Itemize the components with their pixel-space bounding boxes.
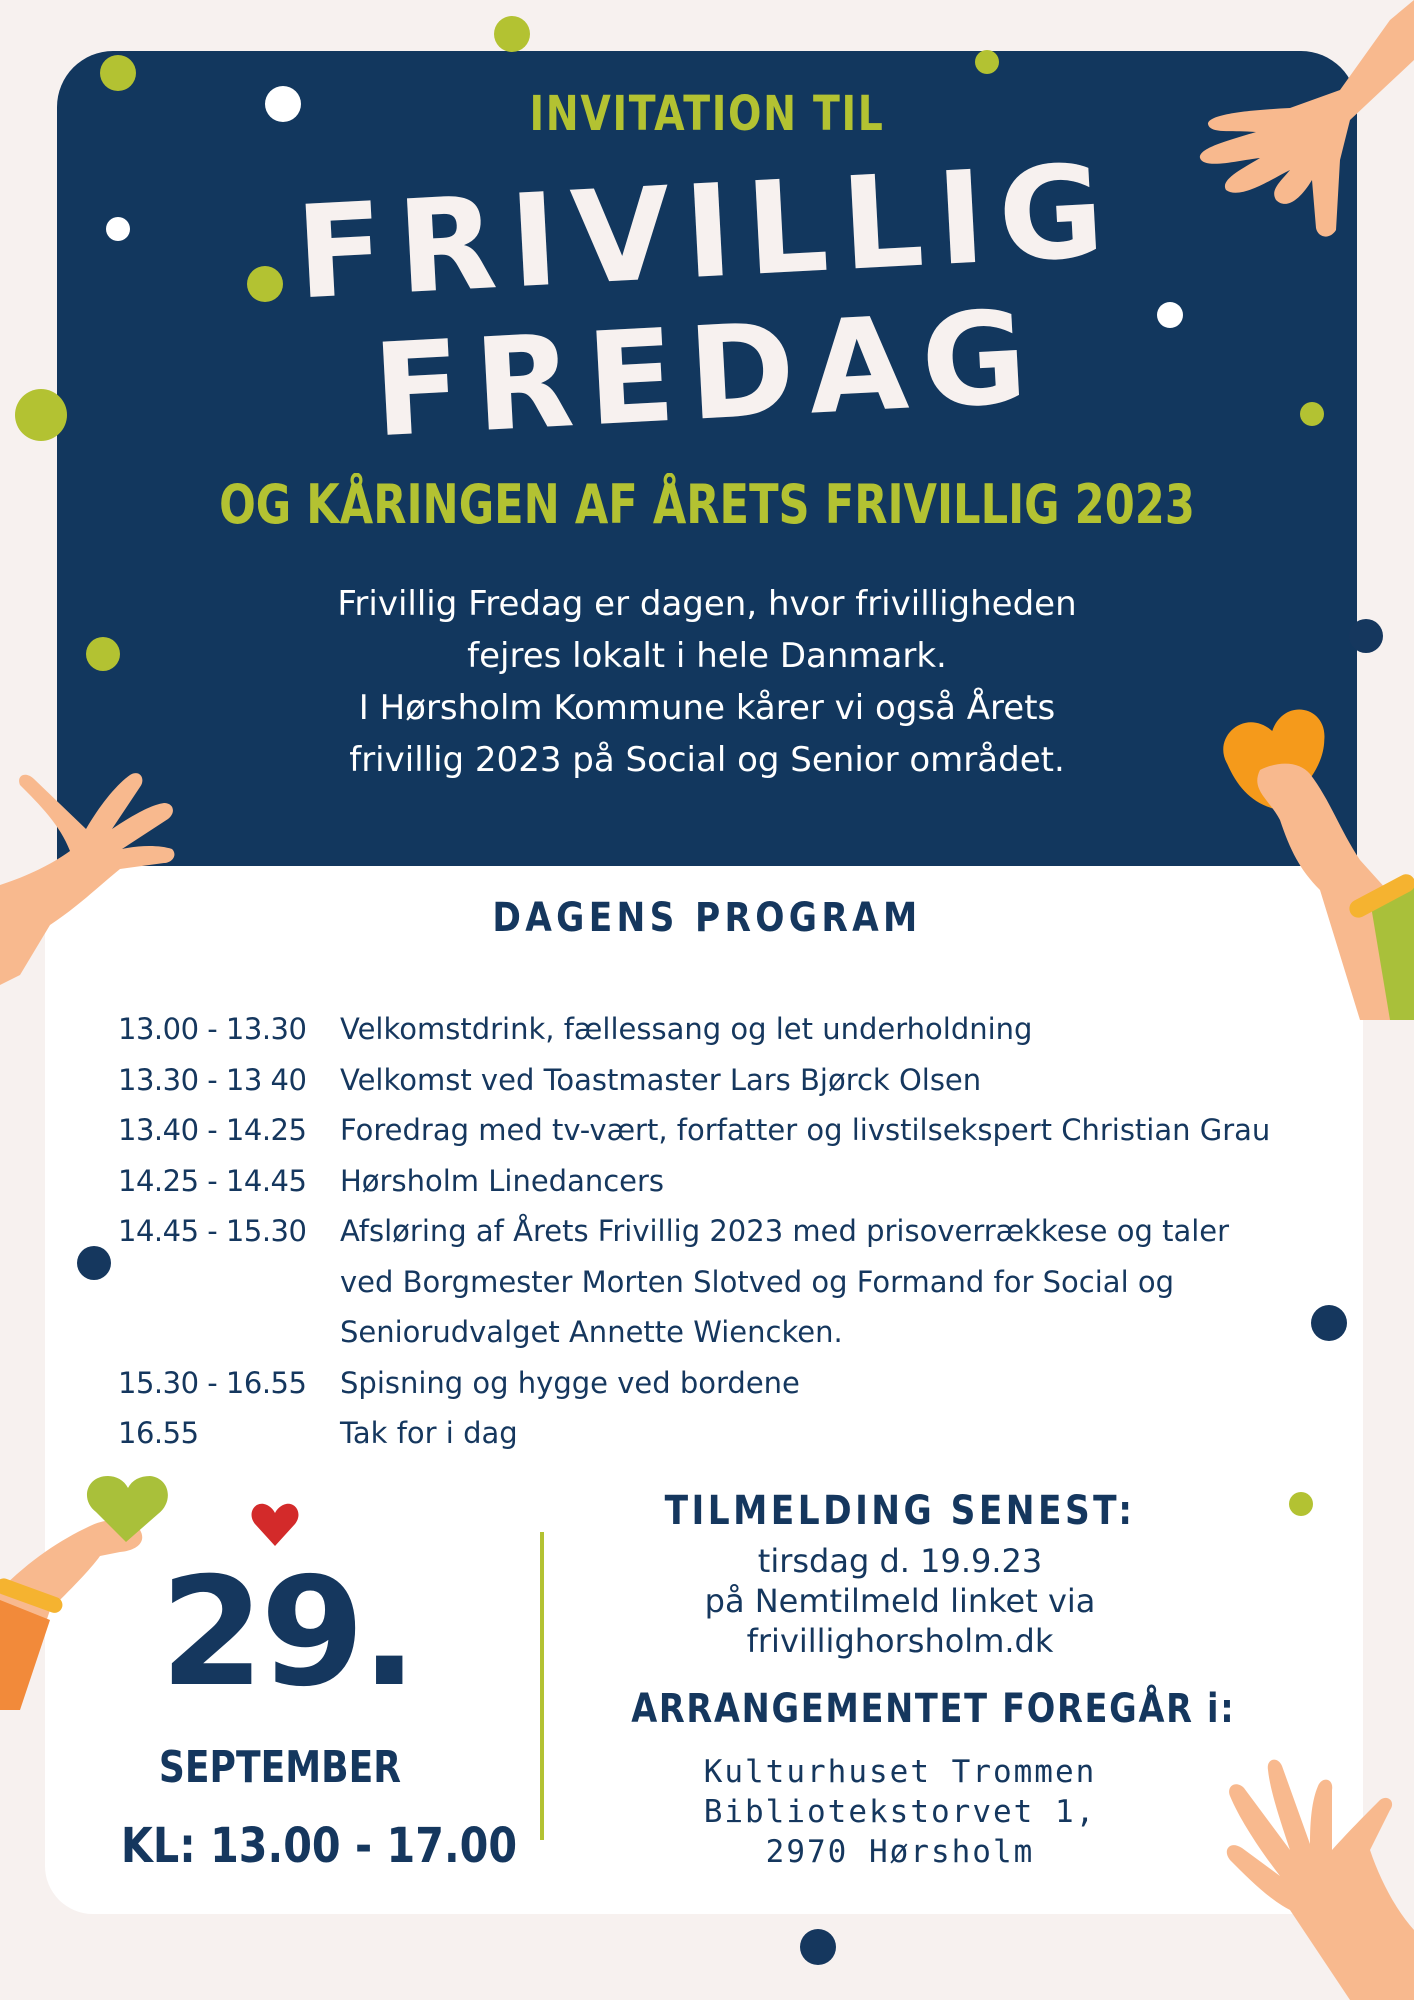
schedule-row [118,1358,1358,1409]
decor-dot [800,1929,836,1965]
schedule-time: 13.40 - 14.25 [118,1113,307,1147]
vertical-divider [540,1532,544,1840]
schedule-description: Velkomst ved Toastmaster Lars Bjørck Olsen [340,1062,982,1097]
signup-link[interactable]: frivillighorsholm.dk [746,1622,1054,1660]
venue-address [580,1752,1220,1872]
decor-dot [494,16,530,52]
schedule-description: Tak for i dag [340,1416,518,1450]
hand-left-icon [0,765,190,985]
signup-line: tirsdag d. 19.9.23 [757,1542,1043,1580]
schedule-description: Velkomstdrink, fællessang og let underholdning [340,1012,1033,1046]
venue-line: 2970 Hørsholm [765,1834,1035,1870]
schedule-row [118,1408,1358,1459]
event-subtitle: OG KÅRINGEN AF ÅRETS FRIVILLIG 2023 [219,473,1195,536]
schedule-description: Hørsholm Linedancers [340,1163,665,1198]
schedule-time: 16.55 [118,1416,199,1450]
intro-line: fejres lokalt i hele Danmark. [467,636,947,676]
intro-text [57,578,1357,786]
schedule-row [118,1004,1358,1055]
program-schedule [118,1004,1358,1459]
schedule-row [118,1055,1358,1106]
hand-holding-green-heart-icon [0,1440,180,1710]
schedule-description: Afsløring af Årets Frivillig 2023 med prisoverrækkese og taler [340,1214,1230,1248]
schedule-time: 13.00 - 13.30 [118,1012,307,1046]
schedule-description: Seniorudvalget Annette Wiencken. [340,1315,843,1349]
venue-line: Bibliotekstorvet 1, [703,1794,1097,1830]
venue-heading: ARRANGEMENTET FOREGÅR i: [631,1686,1236,1732]
event-day: 29. [160,1546,414,1720]
schedule-time: 13.30 - 13 40 [118,1062,307,1097]
event-title-line-2: FREDAG [369,282,1045,467]
signup-heading: TILMELDING SENEST: [664,1488,1136,1534]
schedule-time: 15.30 - 16.55 [118,1365,307,1400]
decor-dot [1289,1492,1313,1516]
decor-dot [77,1246,111,1280]
schedule-row [118,1156,1358,1207]
schedule-time: 14.45 - 15.30 [118,1214,307,1248]
event-time: KL: 13.00 - 17.00 [120,1818,518,1874]
schedule-row [118,1206,1358,1358]
schedule-time: 14.25 - 14.45 [118,1163,307,1198]
schedule-row [118,1105,1358,1156]
hand-bottom-right-icon [1200,1750,1414,2000]
event-title-line-1: FRIVILLIG [292,136,1122,329]
decor-dot [100,55,136,91]
red-heart-icon [250,1502,300,1548]
venue-line: Kulturhuset Trommen [703,1754,1097,1790]
schedule-description: Foredrag med tv-vært, forfatter og livstilsekspert Christian Grau [340,1113,1271,1147]
signup-details [580,1541,1220,1661]
event-month: SEPTEMBER [158,1742,402,1793]
signup-line: på Nemtilmeld linket via [704,1582,1096,1620]
intro-line: I Hørsholm Kommune kårer vi også Årets [358,688,1056,728]
intro-line: frivillig 2023 på Social og Senior området. [349,740,1065,780]
program-heading: DAGENS PROGRAM [492,895,922,941]
decor-dot [975,50,999,74]
schedule-description: ved Borgmester Morten Slotved og Formand for Social og [340,1264,1174,1299]
schedule-description: Spisning og hygge ved bordene [340,1365,800,1400]
intro-line: Frivillig Fredag er dagen, hvor frivilligheden [337,584,1077,624]
invitation-label: INVITATION TIL [529,86,885,142]
